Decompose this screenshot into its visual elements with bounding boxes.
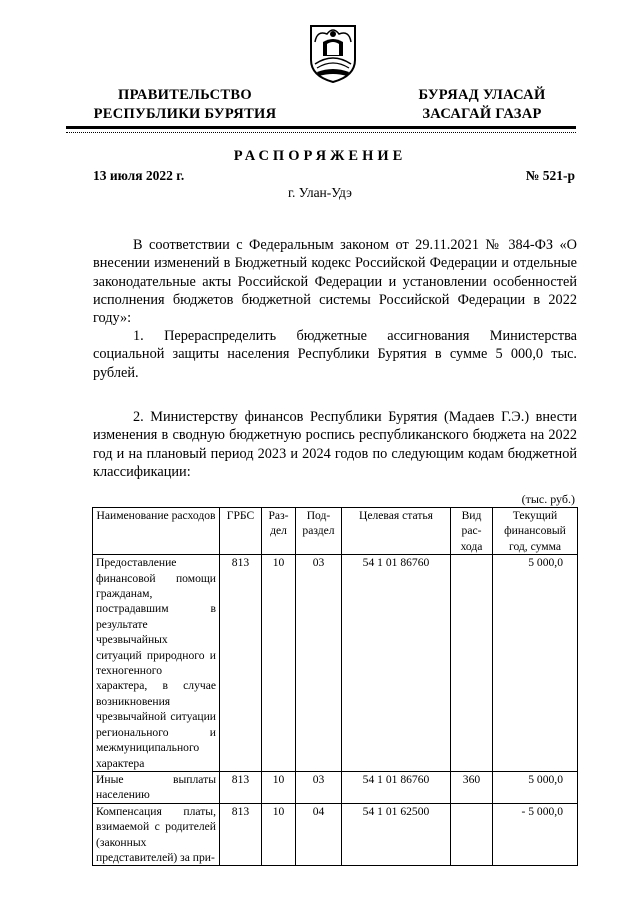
row-target: 54 1 01 86760 [342,555,451,772]
row-name: Компенсация платы, взимаемой с родителей (законных представителей) за при- [93,803,220,866]
document-city: г. Улан-Удэ [288,185,352,200]
item-2-paragraph: 2. Министерству финансов Республики Бурятия (Мадаев Г.Э.) внести изменения в сводную бюджетную роспись республиканского бюджета на 2022 год и на плановый период 2023 и 2024 годов по следующим кодам бюджетной классификации: [93,409,577,480]
header-target: Целевая статья [342,508,451,555]
header-current: Текущий финансовый год, сумма [493,508,578,555]
row-grbs: 813 [220,771,262,803]
row-podrazdel: 03 [296,771,342,803]
header-name: Наименование расходов [93,508,220,555]
row-amount: - 5 000,0 [493,803,578,866]
table-row [93,555,578,772]
budget-table [92,507,578,866]
row-grbs: 813 [220,803,262,866]
row-amount: 5 000,0 [493,771,578,803]
header-podrazdel: Под-раздел [296,508,342,555]
row-razdel: 10 [262,555,296,772]
document-type: РАСПОРЯЖЕНИЕ [233,148,407,164]
row-target: 54 1 01 86760 [342,771,451,803]
preamble-paragraph: В соответствии с Федеральным законом от 29.11.2021 № 384-ФЗ «О внесении изменений в Бюджетный кодекс Российской Федерации и отдельные законодательные акты Российской Федерации и установлении особенностей исполнения бюджетов бюджетной системы Российской Федерации в 2022 году»: [93,237,577,327]
document-number: № 521-р [525,168,575,183]
row-podrazdel: 04 [296,803,342,866]
government-name-bua-line2: ЗАСАГАЙ ГАЗАР [422,106,542,122]
table-header-row [93,508,578,555]
table-row [93,771,578,803]
row-vid: 360 [451,771,493,803]
header-divider-dotted [66,132,576,133]
row-name: Иные выплаты населению [93,771,220,803]
item-1-paragraph: 1. Перераспределить бюджетные ассигнования Министерства социальной защиты населения Республики Бурятия в сумме 5 000,0 тыс. рублей. [93,328,577,381]
table-units: (тыс. руб.) [521,492,575,506]
republic-emblem-icon [307,22,359,84]
document-date: 13 июля 2022 г. [93,168,185,183]
row-podrazdel: 03 [296,555,342,772]
government-name-bua [408,86,556,124]
row-razdel: 10 [262,803,296,866]
row-razdel: 10 [262,771,296,803]
row-vid [451,555,493,772]
row-name: Предоставление финансовой помощи гражданам, пострадавшим в результате чрезвычайных ситуаций природного и техногенного характера, в случае возникновения чрезвычайной ситуации регионального и межмуниципального характера [93,555,220,772]
row-amount: 5 000,0 [493,555,578,772]
government-name-ru [80,86,290,124]
row-vid [451,803,493,866]
row-grbs: 813 [220,555,262,772]
header-razdel: Раз-дел [262,508,296,555]
government-name-ru-line1: ПРАВИТЕЛЬСТВО [118,87,252,103]
table-row [93,803,578,866]
header-grbs: ГРБС [220,508,262,555]
row-target: 54 1 01 62500 [342,803,451,866]
government-name-ru-line2: РЕСПУБЛИКИ БУРЯТИЯ [93,106,277,122]
header-vid: Вид рас-хода [451,508,493,555]
government-name-bua-line1: БУРЯАД УЛАСАЙ [418,87,546,103]
header-divider-thick [66,126,576,129]
